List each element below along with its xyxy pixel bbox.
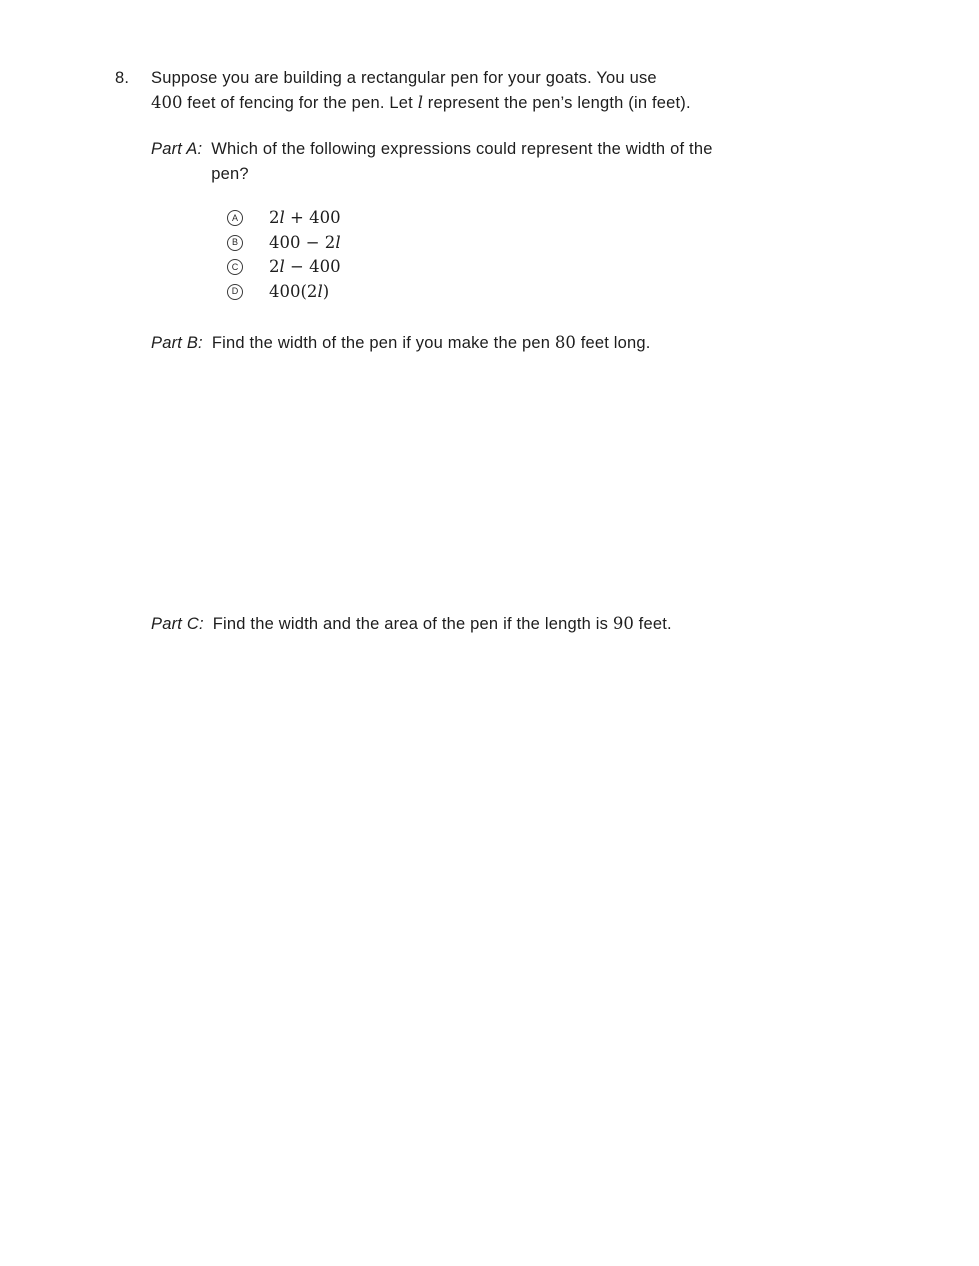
choice-list [227, 206, 919, 304]
part-b-label: Part B: [151, 334, 203, 352]
length-variable: l [417, 92, 423, 112]
choice-c-letter-badge: C [227, 259, 243, 275]
question-text-line-2: 400 feet of fencing for the pen. Let l represent the pen’s length (in feet). [151, 92, 691, 112]
part-a-prompt [211, 137, 712, 186]
choice-d [227, 280, 919, 305]
part-a-prompt-line-2: pen? [211, 164, 249, 183]
choice-c [227, 255, 919, 280]
fencing-amount: 400 [151, 92, 183, 112]
part-b [151, 331, 919, 356]
part-c-length-value: 90 [612, 613, 634, 633]
question-number: 8. [115, 69, 130, 87]
question-text-line-1: Suppose you are building a rectangular pen for your goats. You use [151, 69, 657, 87]
part-c-prompt: Find the width and the area of the pen if the length is 90 feet. [212, 613, 672, 633]
choice-b [227, 231, 919, 256]
part-a-label: Part A: [151, 140, 203, 158]
choice-a-expression: 2l + 400 [269, 208, 341, 227]
choice-c-expression: 2l − 400 [269, 257, 341, 276]
question-text [151, 66, 691, 115]
question-8 [115, 66, 919, 115]
choice-d-expression: 400(2l) [269, 281, 330, 301]
part-b-length-value: 80 [554, 333, 576, 352]
part-a [151, 137, 919, 186]
part-a-prompt-line-1: Which of the following expressions could represent the width of the [211, 140, 713, 158]
choice-b-expression: 400 − 2l [269, 232, 341, 252]
part-c-label: Part C: [151, 614, 204, 633]
choice-a-letter-badge: A [227, 210, 243, 226]
part-b-prompt: Find the width of the pen if you make the pen 80 feet long. [211, 333, 651, 352]
choice-d-letter-badge: D [227, 284, 243, 300]
part-c [151, 612, 919, 637]
choice-a [227, 206, 919, 231]
choice-b-letter-badge: B [227, 235, 243, 251]
